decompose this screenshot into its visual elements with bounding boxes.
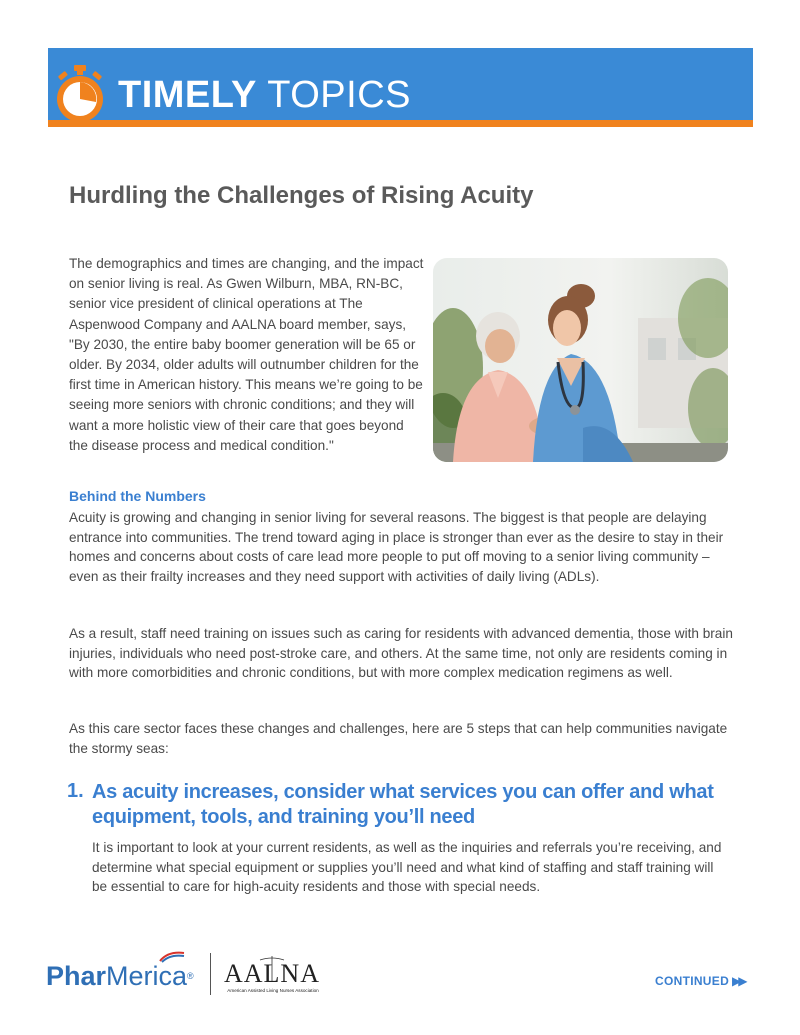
body-paragraph: As a result, staff need training on issues such as caring for residents with advanced dementia, those with brain injuries, individuals who need post-stroke care, and others. At the same time, not only are residents coming in with more comorbidities and chronic conditions, but with more complex medication regimens as well. <box>69 626 733 681</box>
banner-title <box>118 70 411 120</box>
body-paragraph: Acuity is growing and changing in senior living for several reasons. The biggest is that people are delaying entrance into communities. The trend toward aging in place is stronger than ever as the desire to stay in their homes and concerns about costs of care lead more people to put off moving to a senior living community – even as their frailty increases and they need support with activities of daily living (ADLs). <box>69 510 724 584</box>
pharmerica-swoosh-icon <box>158 951 186 963</box>
aalna-logo: AALNA <box>224 959 320 988</box>
pharmerica-logo-part1: Phar <box>46 961 107 991</box>
double-arrow-icon: ▶▶ <box>732 974 745 988</box>
body-paragraph: As this care sector faces these changes and challenges, here are 5 steps that can help communities navigate the stormy seas: <box>69 721 728 756</box>
section-heading: Behind the Numbers <box>69 488 206 504</box>
header-stripe <box>48 120 753 127</box>
registered-mark: ® <box>187 971 194 981</box>
step-number: 1. <box>67 780 84 802</box>
step-title: As acuity increases, consider what services you can offer and what equipment, tools, and training you’ll need <box>92 781 714 828</box>
nurse-with-senior-photo <box>433 258 728 462</box>
stopwatch-icon <box>52 64 108 124</box>
banner-title-bold: TIMELY <box>118 74 257 116</box>
step-body: It is important to look at your current residents, as well as the inquiries and referrals you’re receiving, and determine what special equipment or supplies you’ll need and what kind of staffing and staff training will be essential to care for high-acuity residents and those with special needs. <box>92 840 722 895</box>
intro-paragraph: The demographics and times are changing, and the impact on senior living is real. As Gwen Wilburn, MBA, RN-BC, senior vice president of clinical operations at The Aspenwood Company and AALNA board member, says, "By 2030, the entire baby boomer generation will be 65 or older. By 2034, older adults will outnumber children for the first time in American history. This means we’re going to be seeing more seniors with chronic conditions; and they will want a more holistic view of their care that goes beyond the disease process and medical condition." <box>69 256 424 453</box>
continued-link[interactable] <box>655 974 745 988</box>
footer-divider <box>210 953 211 995</box>
aalna-subtitle: American Assisted Living Nurses Association <box>227 988 319 993</box>
banner-title-light: TOPICS <box>267 74 411 116</box>
continued-label: CONTINUED <box>655 974 730 988</box>
pharmerica-logo <box>46 958 194 994</box>
pharmerica-logo-part2: Merica <box>106 961 188 991</box>
article-headline: Hurdling the Challenges of Rising Acuity <box>69 182 534 209</box>
